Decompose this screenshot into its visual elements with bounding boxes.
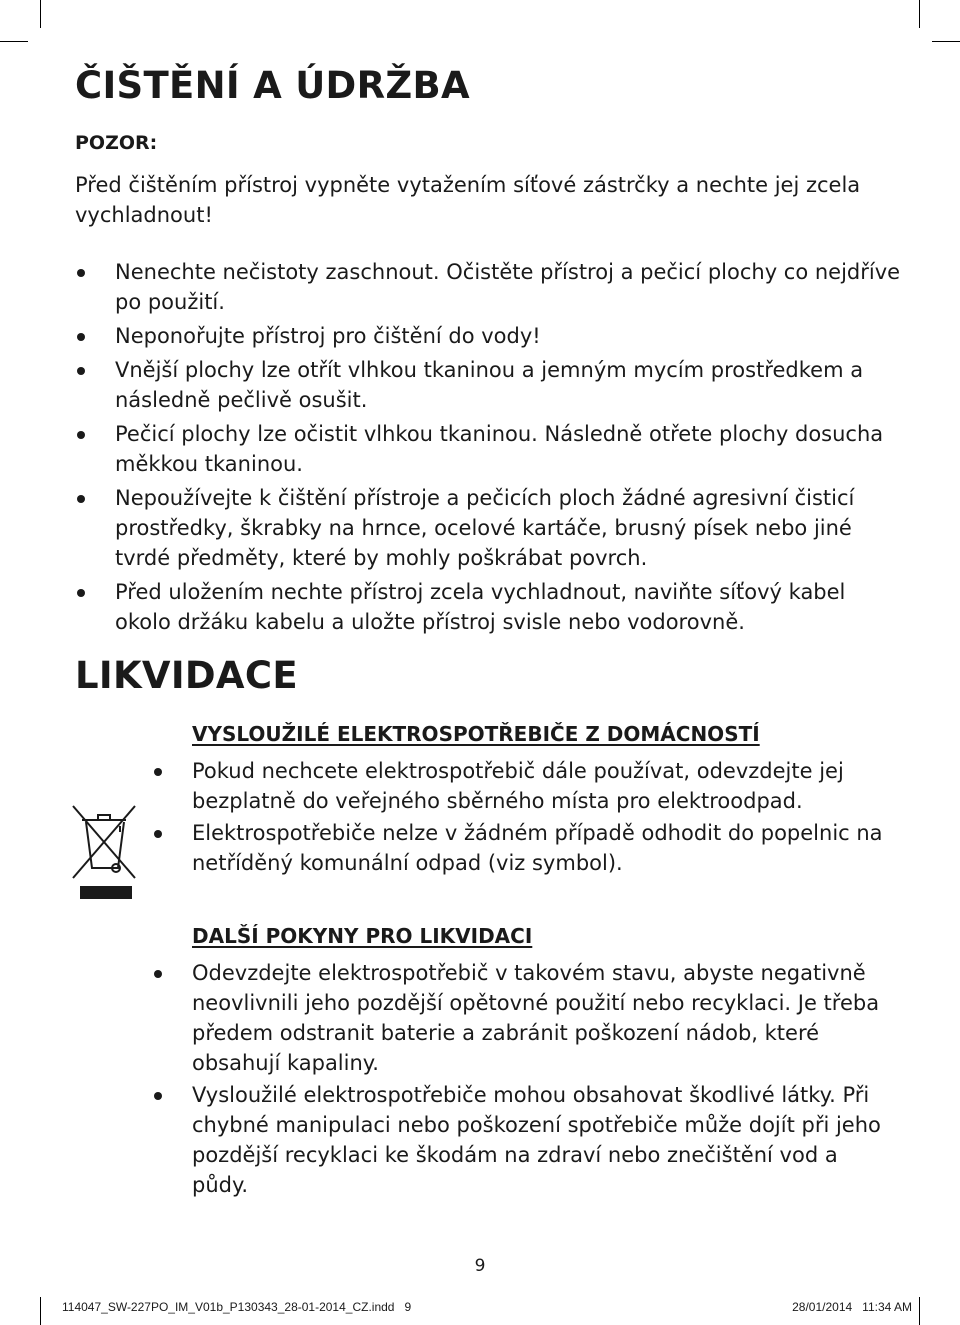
footer-timestamp: 28/01/2014 11:34 AM xyxy=(792,1300,912,1314)
footer-filename: 114047_SW-227PO_IM_V01b_P130343_28-01-2014_CZ.indd 9 xyxy=(62,1300,412,1314)
disposal-list xyxy=(192,756,892,880)
crop-mark xyxy=(919,0,920,28)
page-number: 9 xyxy=(474,1256,486,1276)
crop-mark xyxy=(932,41,960,42)
list-item: Pokud nechcete elektrospotřebič dále používat, odevzdejte jej bezplatně do veřejného sběrného místa pro elektroodpad. xyxy=(192,756,892,816)
list-item: Neponořujte přístroj pro čištění do vody! xyxy=(115,321,905,351)
list-item: Elektrospotřebiče nelze v žádném případě odhodit do popelnic na netříděný komunální odpad (viz symbol). xyxy=(192,818,892,878)
section-title-cleaning: ČIŠTĚNÍ A ÚDRŽBA xyxy=(75,64,470,107)
crop-mark xyxy=(40,0,41,28)
list-item: Odevzdejte elektrospotřebič v takovém stavu, abyste negativně neovlivnili jeho pozdější opětovné použití nebo recyklaci. Je třeba předem odstranit baterie a zabránit poškození nádob, které obsahují kapaliny. xyxy=(192,958,892,1078)
disposal-notes-list xyxy=(192,958,892,1202)
cleaning-list xyxy=(115,257,905,641)
subheading-disposal-notes: DALŠÍ POKYNY PRO LIKVIDACI xyxy=(192,924,533,948)
section-title-disposal: LIKVIDACE xyxy=(75,654,298,697)
list-item: Nenechte nečistoty zaschnout. Očistěte přístroj a pečicí plochy co nejdříve po použití. xyxy=(115,257,905,317)
list-item: Vnější plochy lze otřít vlhkou tkaninou a jemným mycím prostředkem a následně pečlivě osušit. xyxy=(115,355,905,415)
caution-label: POZOR: xyxy=(75,132,158,154)
list-item: Nepoužívejte k čištění přístroje a pečicích ploch žádné agresivní čisticí prostředky, škrabky na hrnce, ocelové kartáče, brusný písek nebo jiné tvrdé předměty, které by mohly poškrábat povrch. xyxy=(115,483,905,573)
crossed-out-wheelie-bin-icon xyxy=(68,800,140,910)
list-item: Vysloužilé elektrospotřebiče mohou obsahovat škodlivé látky. Při chybné manipulaci nebo poškození spotřebiče může dojít při jeho pozdější recyklaci ke škodám na zdraví nebo znečištění vod a půdy. xyxy=(192,1080,892,1200)
crop-mark xyxy=(0,41,28,42)
crop-mark xyxy=(40,1297,41,1325)
crop-mark xyxy=(919,1297,920,1325)
list-item: Před uložením nechte přístroj zcela vychladnout, naviňte síťový kabel okolo držáku kabelu a uložte přístroj svisle nebo vodorovně. xyxy=(115,577,905,637)
list-item: Pečicí plochy lze očistit vlhkou tkaninou. Následně otřete plochy dosucha měkkou tkaninou. xyxy=(115,419,905,479)
caution-text: Před čištěním přístroj vypněte vytažením síťové zástrčky a nechte jej zcela vychladnout! xyxy=(75,173,861,227)
subheading-household-appliances: VYSLOUŽILÉ ELEKTROSPOTŘEBIČE Z DOMÁCNOSTÍ xyxy=(192,722,760,746)
